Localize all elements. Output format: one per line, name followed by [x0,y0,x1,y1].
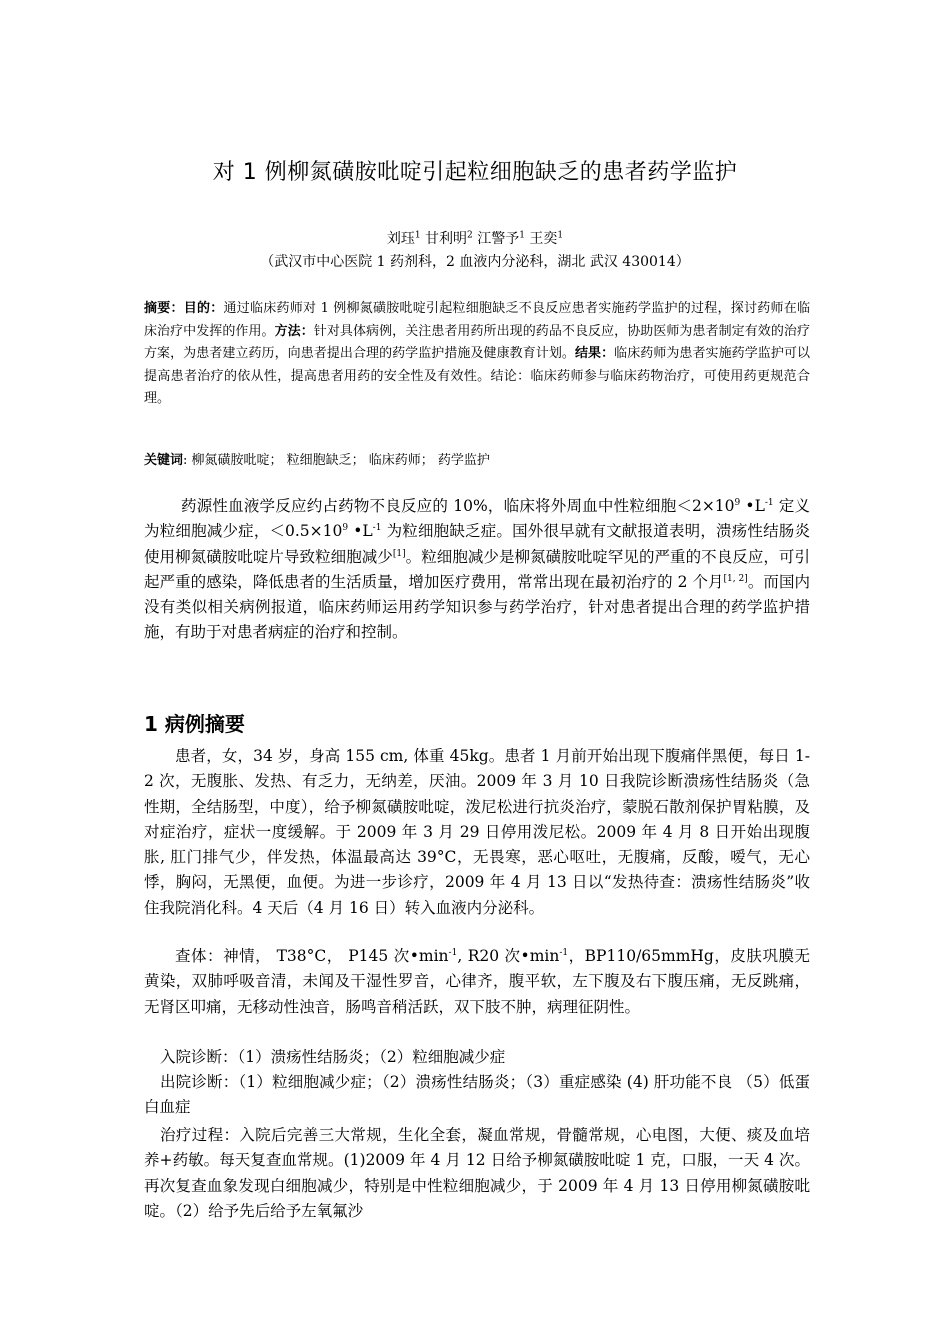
intro-text: 。粒细胞减少是柳氮磺胺吡啶罕见的严重的不良反应，可引起严重的感染，降低患者的生活质量，增加医疗费用，常常出现在最初治疗的 2 个月 [144,547,810,591]
abstract-label: 摘要： [144,301,184,316]
treatment-paragraph: 治疗过程：入院后完善三大常规，生化全套，凝血常规，骨髓常规，心电图，大便、痰及血培养+药敏。每天复查血常规。(1)2009 年 4 月 12 日给予柳氮磺胺吡啶 1 克，口服，一天 4 次。再次复查血象发现白细胞减少，特别是中性粒细胞减少，于 2009 年 4 月 13 日停用柳氮磺胺吡啶。（2）给予先后给予左氧氟沙 [144,1126,810,1220]
keywords [144,450,810,472]
intro-text: 定义为粒细胞减少症，＜0.5×10 [144,497,810,541]
objective-label: 目的： [183,301,224,316]
author-name: 甘利明 [425,231,468,247]
exam-text: ，BP110/65mmHg，皮肤巩膜无黄染，双肺呼吸音清，未闻及干湿性罗音，心律齐，腹平软，左下腹及右下腹压痛，无反跳痛，无肾区叩痛，无移动性浊音，肠鸣音稍活跃，双下肢不肿，病理征阴性。 [144,947,810,1016]
author-affil-mark: 1 [414,230,421,241]
author-list [0,228,950,248]
exam-text: 查体：神情， T38°C， P145 次•min [175,947,449,965]
citation: [1, 2] [723,573,748,584]
admission-diagnosis: 入院诊断：（1）溃疡性结肠炎；（2）粒细胞减少症 [160,1048,506,1066]
objective-text: 通过临床药师对 1 例柳氮磺胺吡啶引起粒细胞缺乏不良反应患者实施药学监护的过程，探讨药师在临床治疗中发挥的作用。 [144,301,810,339]
results-label: 结果： [574,346,615,361]
discharge-diagnosis: 出院诊断：（1）粒细胞减少症；（2）溃疡性结肠炎；（3）重症感染 (4) 肝功能不良 （5）低蛋白血症 [144,1073,810,1117]
keywords-text: : 柳氮磺胺吡啶； 粒细胞缺乏； 临床药师； 药学监护 [183,453,490,468]
author-name: 王奕 [529,231,558,247]
intro-text: •L [348,522,373,541]
superscript: -1 [559,947,569,958]
results-text: 临床药师为患者实施药学监护可以提高患者治疗的依从性，提高患者用药的安全性及有效性。结论：临床药师参与临床药物治疗，可使用药更规范合理。 [144,346,810,406]
affiliation: （武汉市中心医院 1 药剂科，2 血液内分泌科，湖北 武汉 430014） [260,254,690,270]
methods-text: 针对具体病例，关注患者用药所出现的药品不良反应，协助医师为患者制定有效的治疗方案，为患者建立药历，向患者提出合理的药学监护措施及健康教育计划。 [144,323,810,361]
case-paragraph: 患者，女，34 岁，身高 155 cm, 体重 45kg。患者 1 月前开始出现下腹痛伴黑便，每日 1-2 次，无腹胀、发热、有乏力，无纳差，厌油。2009 年 3 月 10 日我院诊断溃疡性结肠炎（急性期，全结肠型，中度），给予柳氮磺胺吡啶，泼尼松进行抗炎治疗，蒙脱石散剂保护胃粘膜，及对症治疗，症状一度缓解。于 2009 年 3 月 29 日停用泼尼松。2009 年 4 月 8 日开始出现腹胀, 肛门排气少，伴发热，体温最高达 39°C，无畏寒，恶心呕吐，无腹痛，反酸，嗳气，无心悸，胸闷，无黑便，血便。为进一步诊疗，2009 年 4 月 13 日以“发热待查：溃疡性结肠炎”收住我院消化科。4 天后（4 月 16 日）转入血液内分泌科。 [144,747,810,917]
intro-text: 药源性血液学反应约占药物不良反应的 10%，临床将外周血中性粒细胞＜2×10 [181,497,735,515]
author-name: 江警予 [477,231,520,247]
intro-paragraph [144,494,810,646]
intro-text: •L [740,497,765,515]
intro-text: 。而国内没有类似相关病例报道，临床药师运用药学知识参与药学治疗，针对患者提出合理的药学监护措施，有助于对患者病症的治疗和控制。 [144,572,810,642]
citation: [1] [392,548,406,559]
superscript: 9 [734,497,741,508]
keywords-label: 关键词 [144,453,184,468]
paper-title: 对 1 例柳氮磺胺吡啶引起粒细胞缺乏的患者药学监护 [212,160,738,185]
superscript: -1 [448,947,458,958]
methods-label: 方法： [274,323,314,339]
author-affil-mark: 1 [519,230,525,241]
superscript: -1 [372,523,382,534]
author-affil-mark: 1 [557,230,564,241]
author-affil-mark: 2 [467,230,473,241]
section-heading: 1 病例摘要 [144,712,245,736]
intro-text: 为粒细胞缺乏症。国外很早就有文献报道表明，溃疡性结肠炎使用柳氮磺胺吡啶片导致粒细胞减少 [144,522,810,566]
exam-text: , R20 次•min [457,947,560,965]
superscript: 9 [342,523,349,534]
author-name: 刘珏 [386,231,415,247]
abstract [144,298,810,411]
superscript: -1 [764,497,774,508]
exam-paragraph [144,944,810,1020]
